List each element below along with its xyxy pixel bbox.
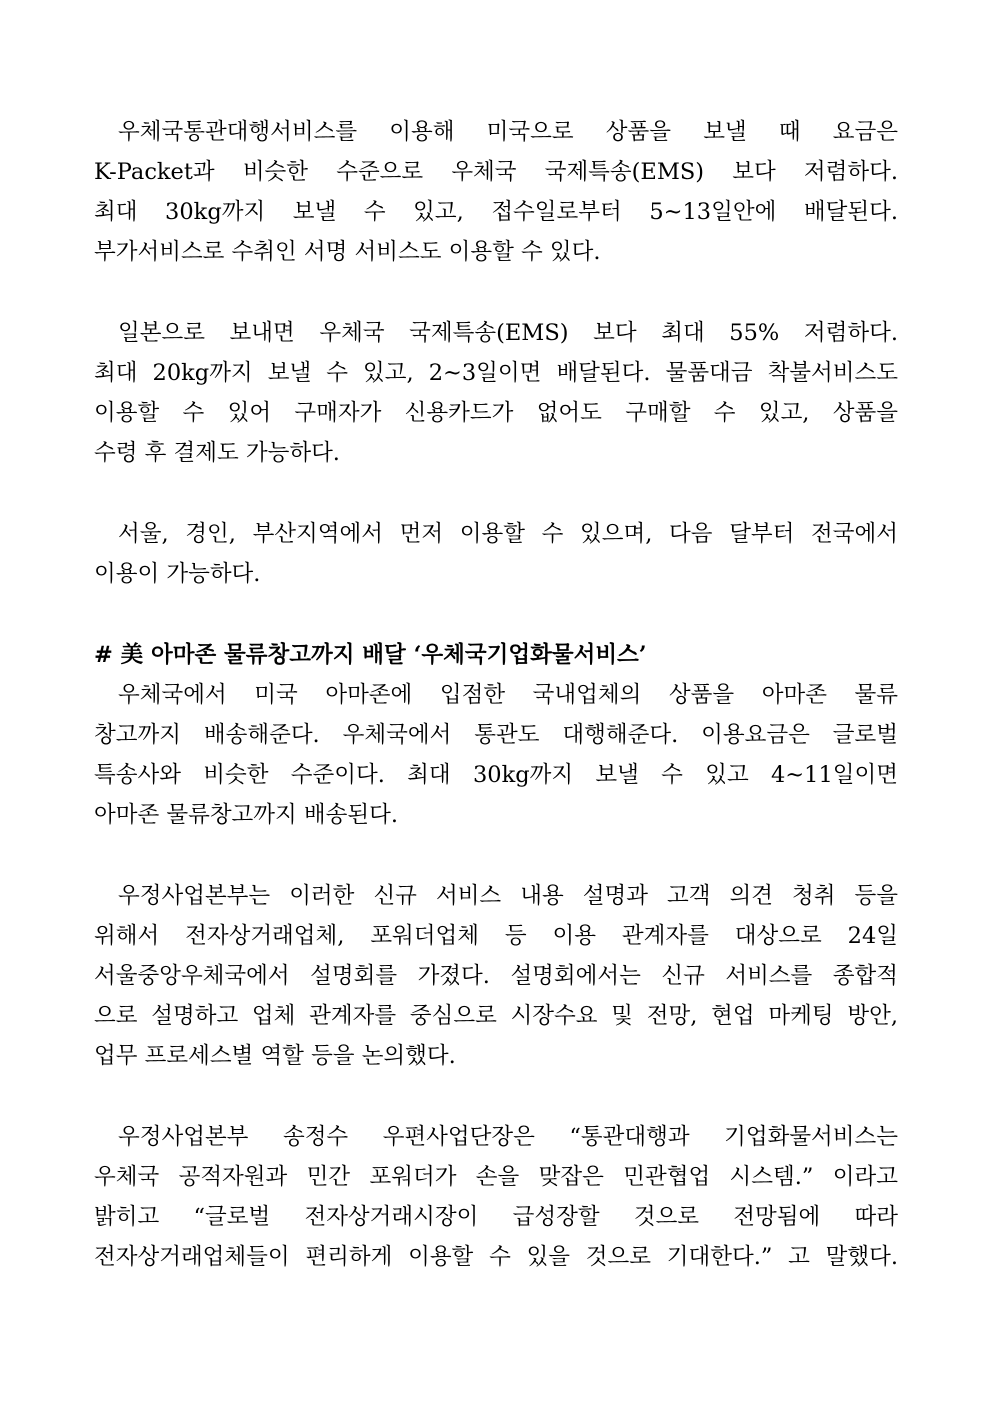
paragraph-line: 업무 프로세스별 역할 등을 논의했다. <box>94 1043 456 1069</box>
paragraph-line: 우체국에서 미국 아마존에 입점한 국내업체의 상품을 아마존 물류 <box>118 682 898 708</box>
paragraph-line: 전자상거래업체들이 편리하게 이용할 수 있을 것으로 기대한다.” 고 말했다. <box>94 1244 898 1270</box>
paragraph-briefing-session <box>94 876 898 1076</box>
paragraph-service-regions <box>94 514 898 594</box>
paragraph-line: 서울, 경인, 부산지역에서 먼저 이용할 수 있으며, 다음 달부터 전국에서 <box>118 521 898 547</box>
paragraph-line: 우체국통관대행서비스를 이용해 미국으로 상품을 보낼 때 요금은 <box>118 119 898 145</box>
paragraph-us-customs-service <box>94 112 898 272</box>
paragraph-line: 서울중앙우체국에서 설명회를 가졌다. 설명회에서는 신규 서비스를 종합적 <box>94 963 898 989</box>
paragraph-line: 최대 20kg까지 보낼 수 있고, 2~3일이면 배달된다. 물품대금 착불서비스도 <box>94 360 898 386</box>
paragraph-line: 우정사업본부 송정수 우편사업단장은 “통관대행과 기업화물서비스는 <box>118 1124 898 1150</box>
paragraph-line: 위해서 전자상거래업체, 포워더업체 등 이용 관계자를 대상으로 24일 <box>94 923 898 949</box>
paragraph-line: K-Packet과 비슷한 수준으로 우체국 국제특송(EMS) 보다 저렴하다. <box>94 159 898 185</box>
paragraph-japan-shipping <box>94 313 898 473</box>
section-heading: # 美 아마존 물류창고까지 배달 ‘우체국기업화물서비스’ <box>94 642 647 668</box>
paragraph-director-quote <box>94 1117 898 1277</box>
paragraph-line: 우체국 공적자원과 민간 포워더가 손을 맞잡은 민관협업 시스템.” 이라고 <box>94 1164 898 1190</box>
paragraph-amazon-delivery <box>94 675 898 835</box>
paragraph-line: 아마존 물류창고까지 배송된다. <box>94 802 399 828</box>
paragraph-line: 창고까지 배송해준다. 우체국에서 통관도 대행해준다. 이용요금은 글로벌 <box>94 722 898 748</box>
paragraph-line: 이용할 수 있어 구매자가 신용카드가 없어도 구매할 수 있고, 상품을 <box>94 400 898 426</box>
paragraph-line: 특송사와 비슷한 수준이다. 최대 30kg까지 보낼 수 있고 4~11일이면 <box>94 762 898 788</box>
paragraph-line: 일본으로 보내면 우체국 국제특송(EMS) 보다 최대 55% 저렴하다. <box>118 320 898 346</box>
paragraph-line: 이용이 가능하다. <box>94 561 261 587</box>
paragraph-line: 수령 후 결제도 가능하다. <box>94 440 340 466</box>
paragraph-line: 밝히고 “글로벌 전자상거래시장이 급성장할 것으로 전망됨에 따라 <box>94 1204 898 1230</box>
paragraph-line: 최대 30kg까지 보낼 수 있고, 접수일로부터 5~13일안에 배달된다. <box>94 199 898 225</box>
paragraph-line: 부가서비스로 수취인 서명 서비스도 이용할 수 있다. <box>94 239 601 265</box>
document-page <box>94 112 898 1318</box>
paragraph-line: 으로 설명하고 업체 관계자를 중심으로 시장수요 및 전망, 현업 마케팅 방안, <box>94 1003 898 1029</box>
paragraph-line: 우정사업본부는 이러한 신규 서비스 내용 설명과 고객 의견 청취 등을 <box>118 883 898 909</box>
